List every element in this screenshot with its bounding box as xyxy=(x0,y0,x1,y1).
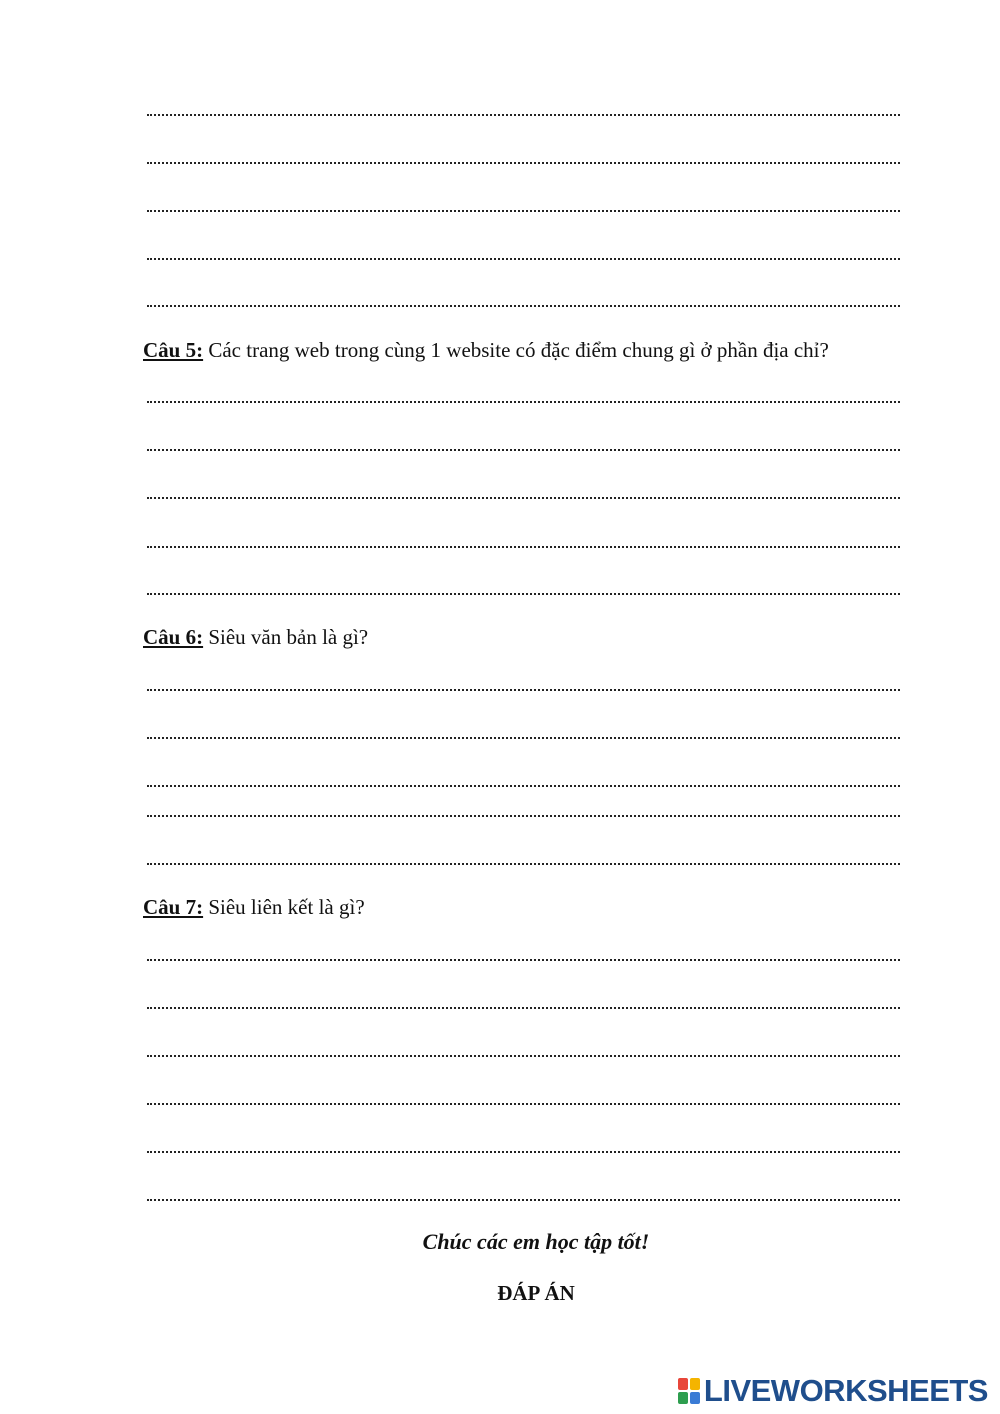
answer-line xyxy=(147,1099,900,1105)
answer-line xyxy=(147,301,900,307)
answer-line xyxy=(147,589,900,595)
logo-square xyxy=(678,1378,688,1390)
answer-line xyxy=(147,685,900,691)
liveworksheets-logo-icon xyxy=(678,1378,700,1404)
liveworksheets-logo xyxy=(678,1374,988,1408)
closing-message: Chúc các em học tập tốt! xyxy=(422,1229,650,1254)
question-6 xyxy=(143,624,368,650)
question-label: Câu 6: xyxy=(143,625,204,649)
answer-line xyxy=(147,1051,900,1057)
answer-line xyxy=(147,1195,900,1201)
answer-line xyxy=(147,1147,900,1153)
answer-line xyxy=(147,859,900,865)
question-text: Siêu liên kết là gì? xyxy=(203,895,365,919)
logo-text: LIVEWORKSHEETS xyxy=(703,1373,988,1408)
answer-line xyxy=(147,158,900,164)
logo-square xyxy=(678,1392,688,1404)
question-5 xyxy=(143,337,829,363)
answer-line xyxy=(147,781,900,787)
answer-line xyxy=(147,254,900,260)
answer-line xyxy=(147,206,900,212)
answer-line xyxy=(147,955,900,961)
question-text: Các trang web trong cùng 1 website có đặc điểm chung gì ở phần địa chỉ? xyxy=(203,338,829,362)
logo-square xyxy=(690,1392,700,1404)
logo-square xyxy=(690,1378,700,1390)
question-7 xyxy=(143,894,365,920)
answer-line xyxy=(147,1003,900,1009)
answer-line xyxy=(147,811,900,817)
answer-heading: ĐÁP ÁN xyxy=(497,1281,575,1305)
question-label: Câu 5: xyxy=(143,338,204,362)
answer-line xyxy=(147,110,900,116)
answer-line xyxy=(147,493,900,499)
answer-line xyxy=(147,542,900,548)
question-text: Siêu văn bản là gì? xyxy=(203,625,369,649)
answer-line xyxy=(147,733,900,739)
answer-line xyxy=(147,445,900,451)
question-label: Câu 7: xyxy=(143,895,204,919)
answer-line xyxy=(147,397,900,403)
